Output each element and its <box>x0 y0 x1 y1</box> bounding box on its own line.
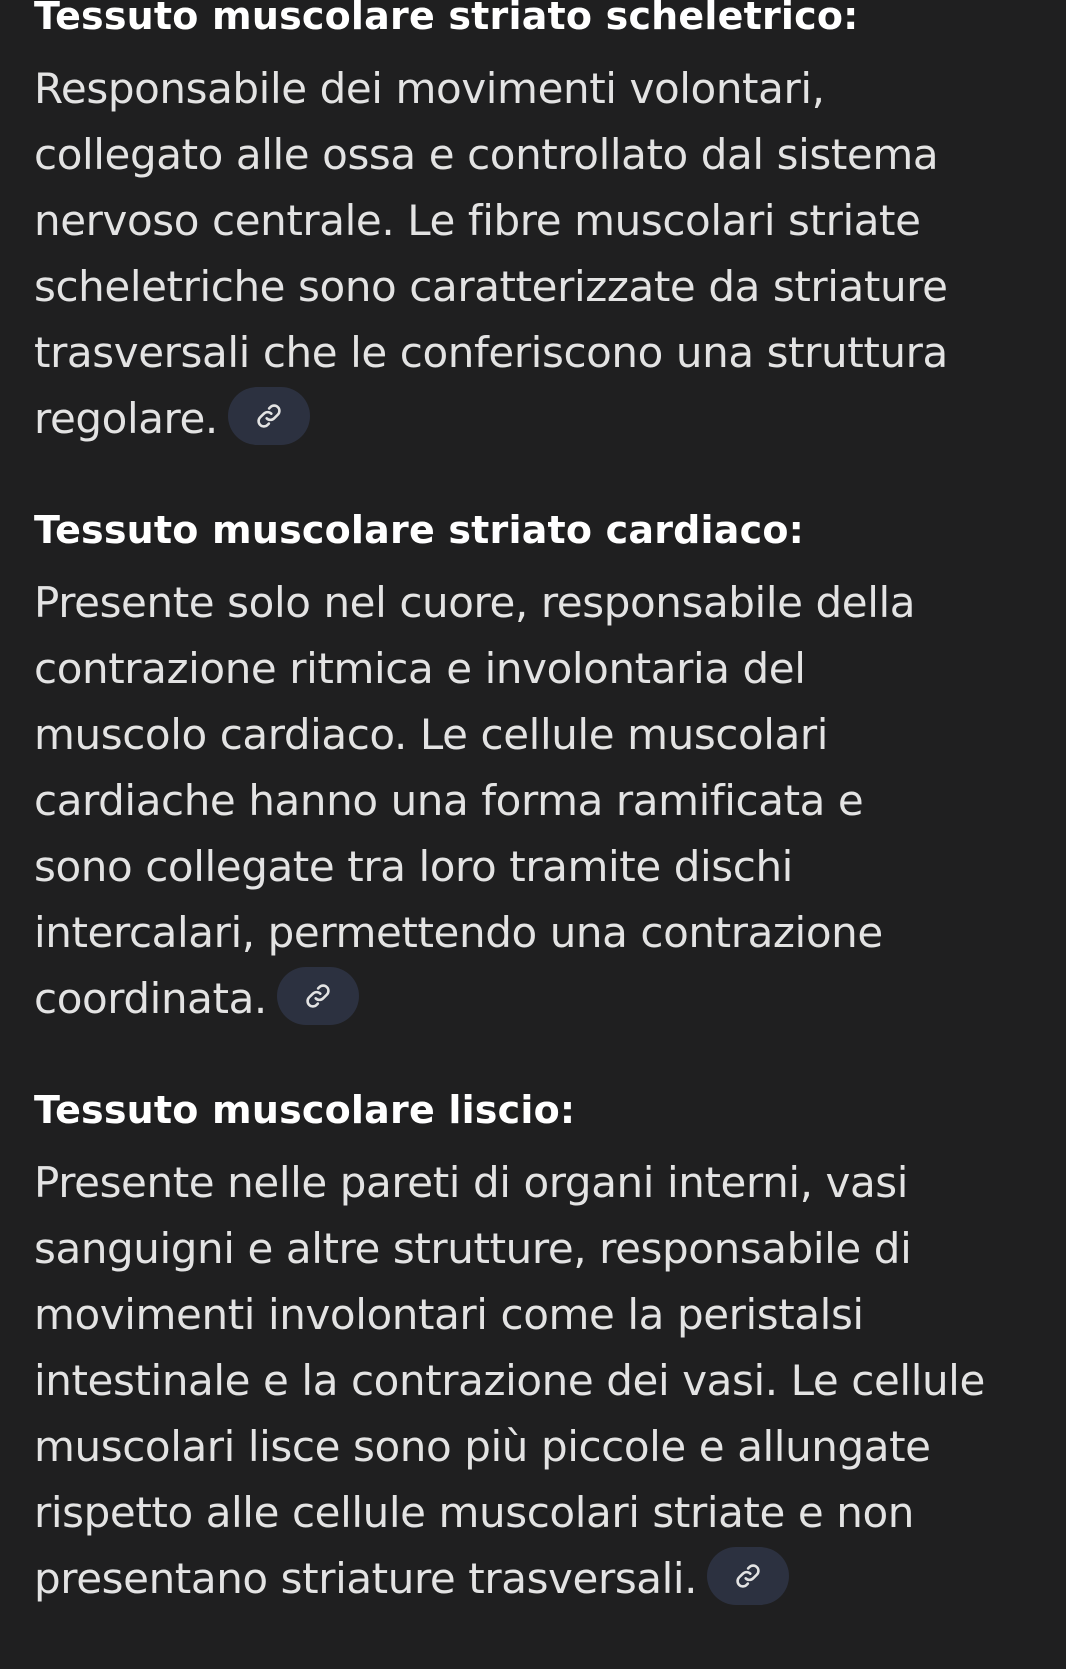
body-line: nervoso centrale. Le fibre muscolari striate <box>34 196 921 245</box>
body-line: muscolo cardiaco. Le cellule muscolari <box>34 710 829 759</box>
body-line: intercalari, permettendo una contrazione <box>34 908 883 957</box>
response-content <box>34 0 1034 1662</box>
section-smooth <box>34 1082 1034 1612</box>
section-body <box>34 570 1034 1032</box>
body-line: intestinale e la contrazione dei vasi. Le cellule <box>34 1356 985 1405</box>
body-line-text: coordinata. <box>34 974 267 1023</box>
body-line: movimenti involontari come la peristalsi <box>34 1290 864 1339</box>
source-link-chip[interactable] <box>707 1547 789 1605</box>
section-body <box>34 56 1034 452</box>
body-line: contrazione ritmica e involontaria del <box>34 644 806 693</box>
body-line: sono collegate tra loro tramite dischi <box>34 842 793 891</box>
section-heading: Tessuto muscolare liscio: <box>34 1088 576 1132</box>
body-line: cardiache hanno una forma ramificata e <box>34 776 864 825</box>
body-line: Presente nelle pareti di organi interni, vasi <box>34 1158 909 1207</box>
section-heading: Tessuto muscolare striato scheletrico: <box>34 0 859 38</box>
body-line: rispetto alle cellule muscolari striate e non <box>34 1488 915 1537</box>
body-line-last <box>34 386 1034 452</box>
section-body <box>34 1150 1034 1612</box>
link-icon <box>255 402 283 430</box>
body-line: Presente solo nel cuore, responsabile della <box>34 578 916 627</box>
body-line-last <box>34 1546 1034 1612</box>
source-link-chip[interactable] <box>277 967 359 1025</box>
body-line: collegato alle ossa e controllato dal sistema <box>34 130 939 179</box>
body-line-text: presentano striature trasversali. <box>34 1554 698 1603</box>
body-line: muscolari lisce sono più piccole e allungate <box>34 1422 931 1471</box>
body-line: trasversali che le conferiscono una struttura <box>34 328 948 377</box>
source-link-chip[interactable] <box>228 387 310 445</box>
body-line: sanguigni e altre strutture, responsabile di <box>34 1224 912 1273</box>
section-striated-skeletal <box>34 0 1034 452</box>
body-line-last <box>34 966 1034 1032</box>
section-heading: Tessuto muscolare striato cardiaco: <box>34 508 805 552</box>
body-line: scheletriche sono caratterizzate da striature <box>34 262 948 311</box>
link-icon <box>734 1562 762 1590</box>
body-line-text: regolare. <box>34 394 218 443</box>
body-line: Responsabile dei movimenti volontari, <box>34 64 825 113</box>
link-icon <box>304 982 332 1010</box>
section-striated-cardiac <box>34 502 1034 1032</box>
